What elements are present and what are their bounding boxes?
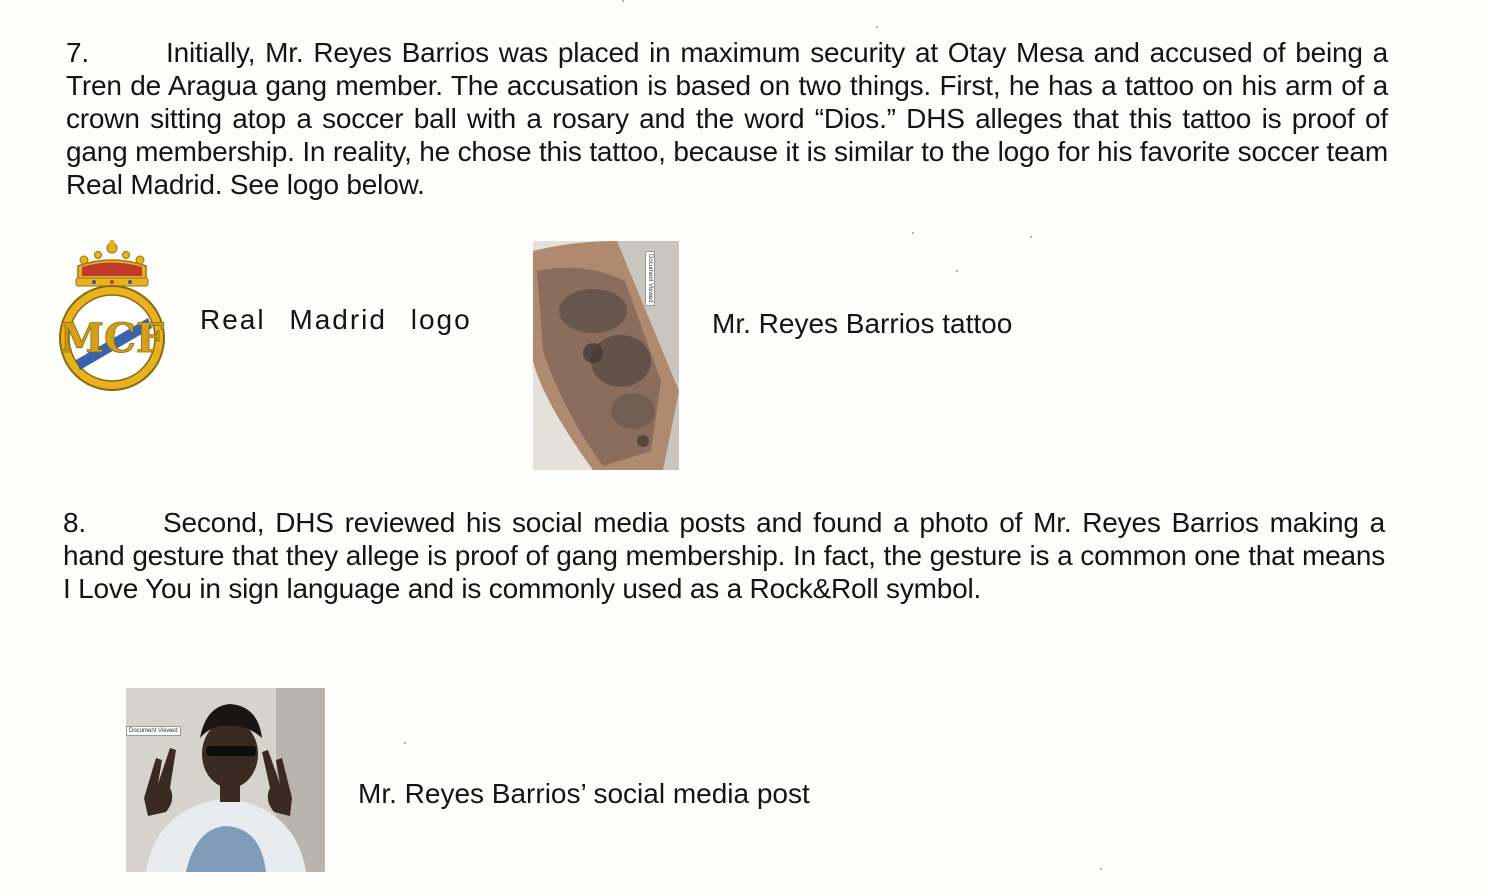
scan-speck xyxy=(912,232,914,234)
paragraph-number: 7. xyxy=(66,37,89,68)
person-hand-gesture-image xyxy=(126,688,325,872)
scan-speck xyxy=(622,0,624,2)
scan-speck xyxy=(956,270,958,272)
scan-speck xyxy=(1030,236,1032,238)
tattoo-photo xyxy=(533,241,679,470)
social-media-caption: Mr. Reyes Barrios’ social media post xyxy=(358,778,810,809)
document-viewed-stamp: Document Viewed xyxy=(126,726,181,736)
crest-letters: MCF xyxy=(59,315,165,362)
crown-icon xyxy=(76,240,148,286)
tattoo-arm-image xyxy=(533,241,679,470)
tattoo-caption: Mr. Reyes Barrios tattoo xyxy=(712,308,1013,339)
paragraph-8 xyxy=(63,506,1385,605)
social-media-photo xyxy=(126,688,325,872)
document-viewed-stamp: Document Viewed xyxy=(645,251,655,306)
logo-caption: Real Madrid logo xyxy=(200,304,472,335)
paragraph-text: Initially, Mr. Reyes Barrios was placed in maximum security at Otay Mesa and accused of being a Tren de Aragua gang member. The accusation is based on two things. First, he has a tattoo on his arm of a crown sitting atop a soccer ball with a rosary and the word “Dios.” DHS alleges that this tattoo is proof of gang membership. In reality, he chose this tattoo, because it is similar to the logo for his favorite soccer team Real Madrid. See logo below. xyxy=(66,37,1388,200)
paragraph-number: 8. xyxy=(63,507,86,538)
scan-speck xyxy=(404,742,406,744)
paragraph-7 xyxy=(66,36,1388,201)
scan-speck xyxy=(876,26,878,28)
paragraph-text: Second, DHS reviewed his social media posts and found a photo of Mr. Reyes Barrios making a hand gesture that they allege is proof of gang membership. In fact, the gesture is a common one that means I Love You in sign language and is commonly used as a Rock&Roll symbol. xyxy=(63,507,1385,604)
scan-speck xyxy=(1100,868,1102,870)
real-madrid-logo-image xyxy=(54,236,170,392)
real-madrid-crest-icon xyxy=(54,236,170,392)
